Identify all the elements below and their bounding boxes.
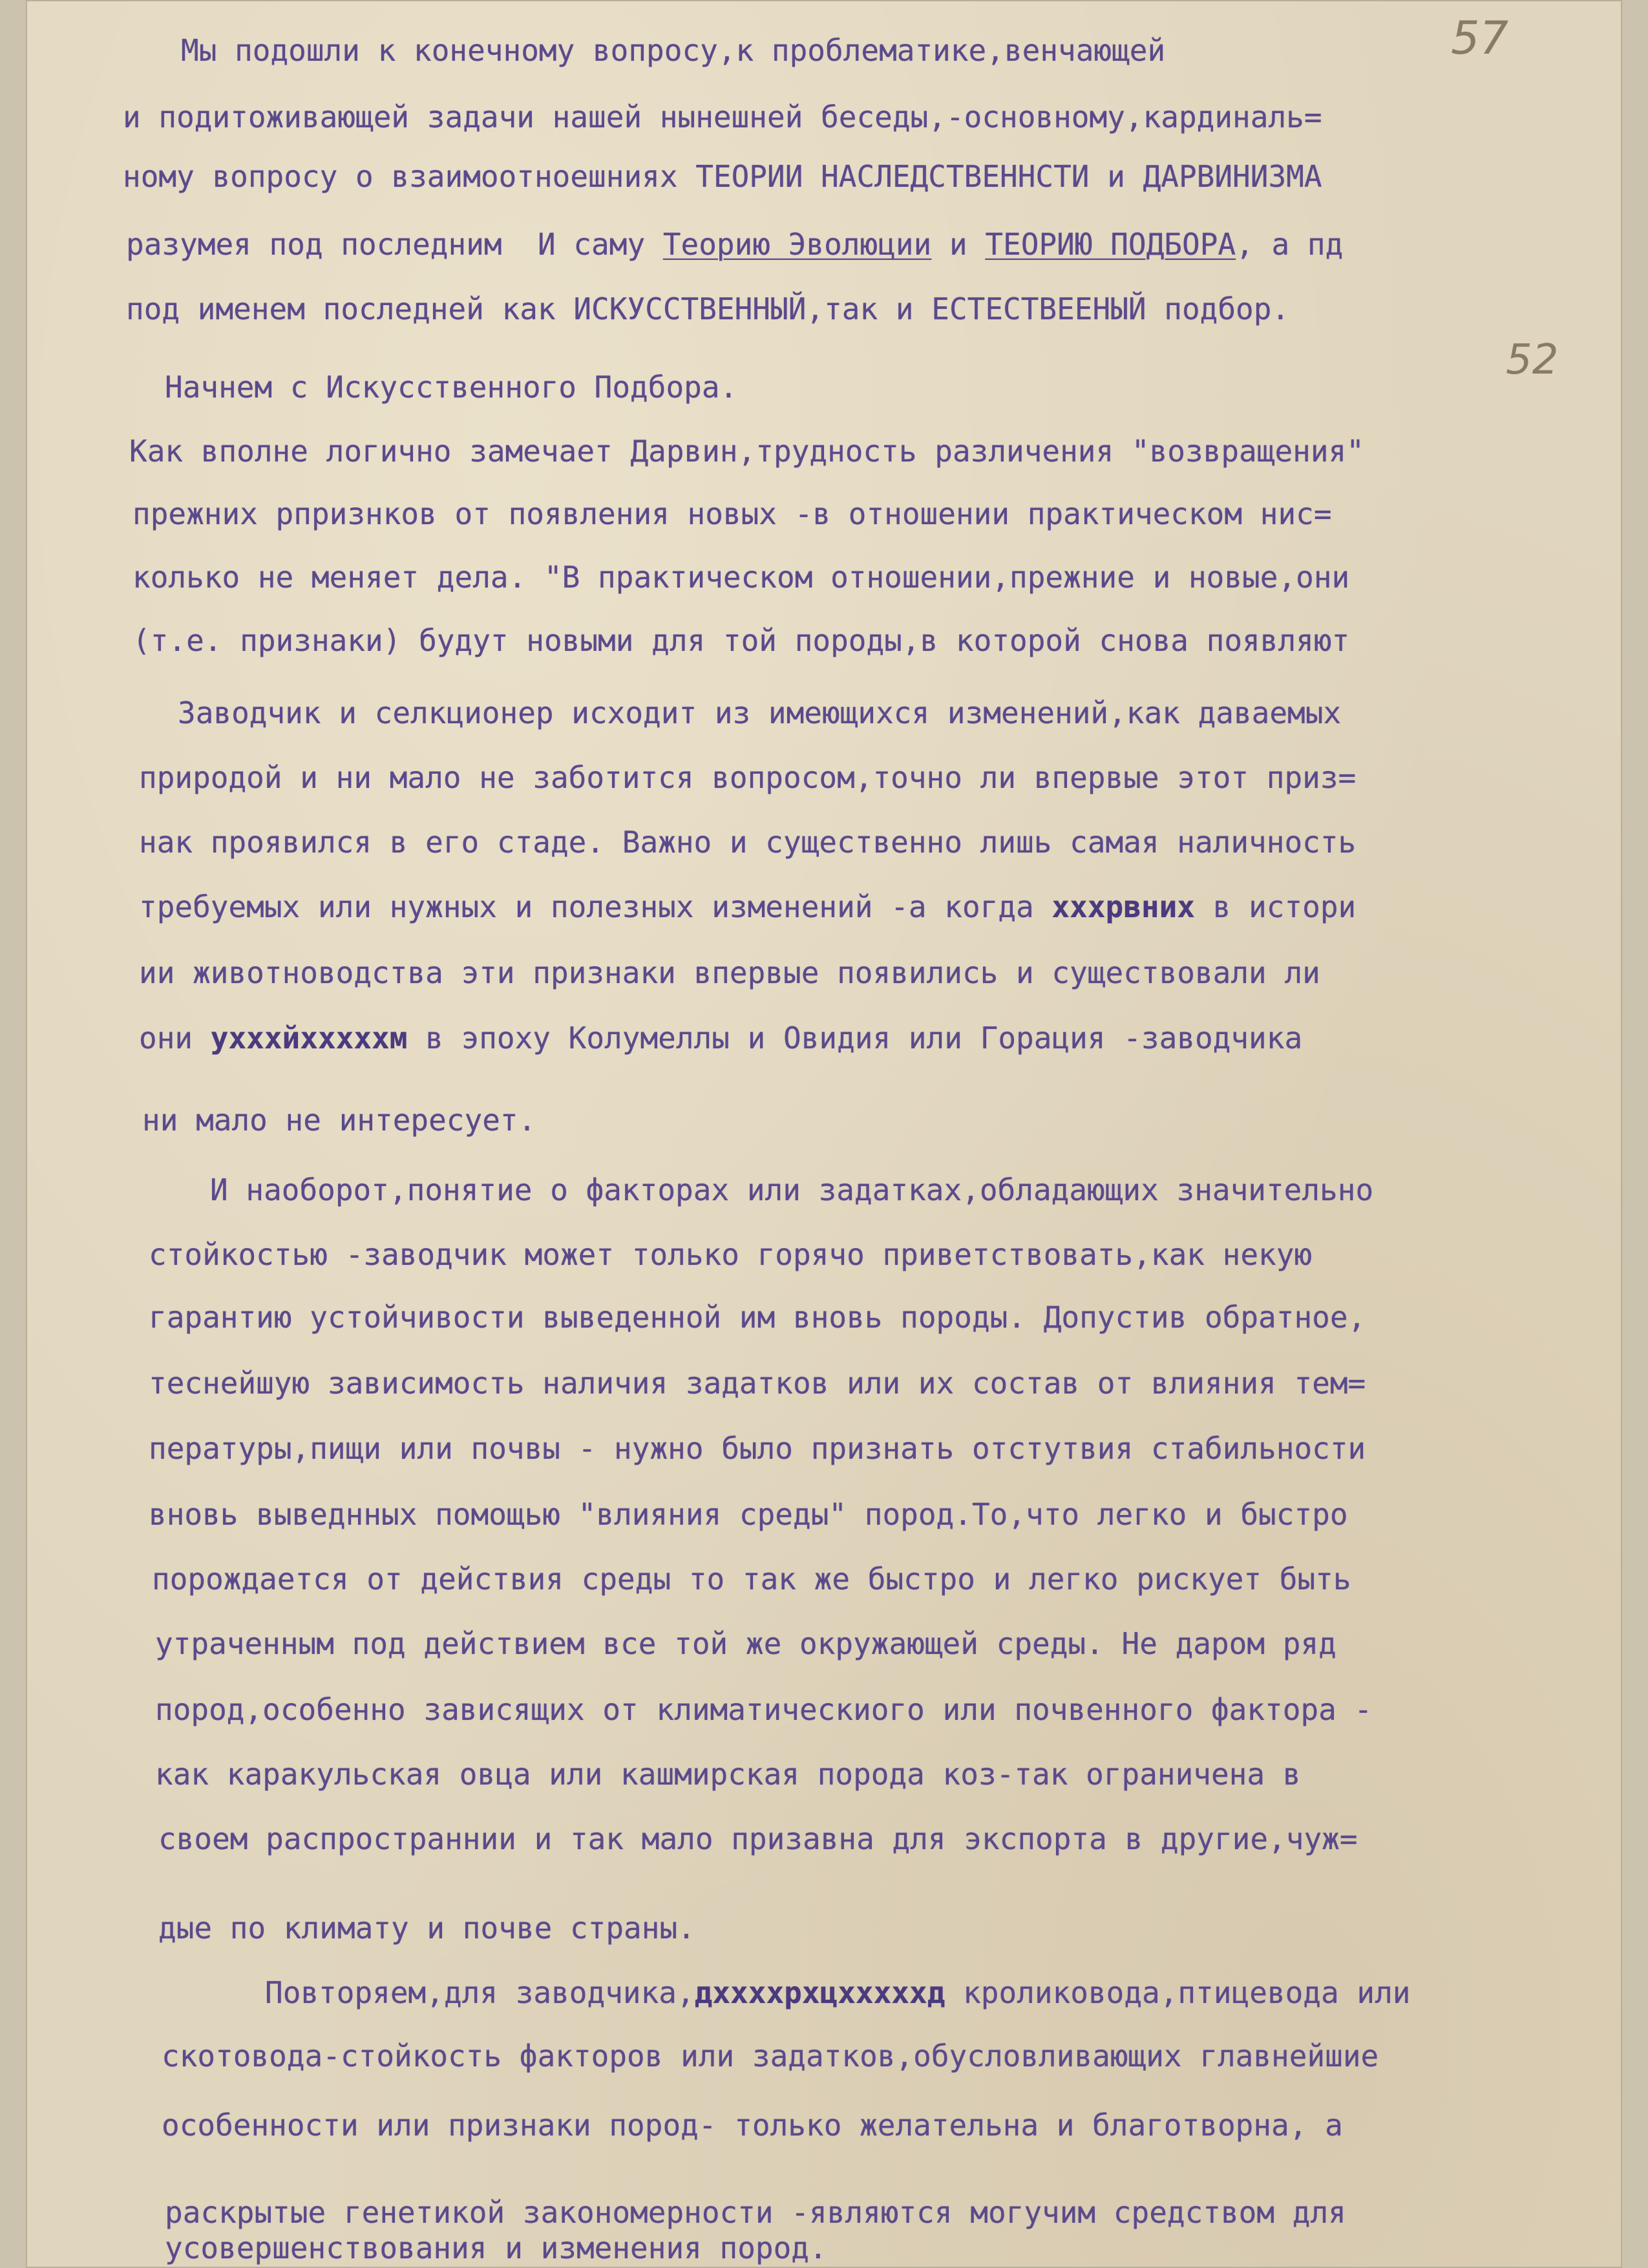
text-line: под именем последней как ИСКУССТВЕННЫЙ,так и ЕСТЕСТВЕЕНЫЙ подбор. xyxy=(126,291,1290,326)
text-run: разумея под последним И саму xyxy=(126,227,663,262)
text-line: теснейшую зависимость наличия задатков или их состав от влияния тем= xyxy=(149,1366,1366,1401)
text-line: гарантию устойчивости выведенной им вновь породы. Допустив обратное, xyxy=(149,1300,1366,1335)
text-line: скотовода-стойкость факторов или задатков,обусловливающих главнейшие xyxy=(162,2039,1379,2073)
text-line xyxy=(139,889,1357,924)
underlined-phrase: Теорию Эволюции xyxy=(662,227,932,262)
text-line: вновь выведнных помощью "влияния среды" пород.То,что легко и быстро xyxy=(149,1497,1348,1532)
text-line xyxy=(265,1975,1411,2010)
text-line: утраченным под действием все той же окружающей среды. Не даром ряд xyxy=(155,1626,1336,1661)
text-line: нак проявился в его стаде. Важно и существенно лишь самая наличность xyxy=(139,825,1357,860)
text-line xyxy=(139,1023,1302,1053)
text-line xyxy=(126,227,1344,262)
strikeout-run: ухххйхххххм xyxy=(210,1021,408,1055)
text-line: как каракульская овца или кашмирская порода коз-так ограничена в xyxy=(155,1757,1301,1792)
text-line: раскрытые генетикой закономерности -являются могучим средством для xyxy=(165,2195,1346,2230)
page-number-top: 57 xyxy=(1451,12,1509,65)
text-line: и подитоживающей задачи нашей нынешней беседы,-основному,кардиналь= xyxy=(123,100,1322,134)
text-line: прежних рпризнков от появления новых -в отношении практическом нис= xyxy=(132,496,1332,531)
text-line: своем распространнии и так мало призавна для экспорта в другие,чуж= xyxy=(158,1821,1358,1856)
text-line: пород,особенно зависящих от климатическиого или почвенного фактора - xyxy=(155,1692,1373,1727)
strikeout-run: хххрвних xyxy=(1051,889,1195,924)
text-line: порождается от действия среды то так же быстро и легко рискует быть xyxy=(152,1562,1351,1596)
text-line: усовершенствования и изменения пород. xyxy=(165,2231,827,2265)
text-run: кроликовода,птицевода или xyxy=(945,1975,1411,2010)
text-run: , а пд xyxy=(1236,227,1344,262)
text-run: Повторяем,для заводчика, xyxy=(265,1975,695,2010)
strikeout-run: дххххрхцхххххд xyxy=(694,1975,945,2010)
typewritten-page xyxy=(26,0,1622,2268)
text-run: в эпоху Колумеллы и Овидия или Горация -заводчика xyxy=(407,1021,1303,1055)
text-line: пературы,пищи или почвы - нужно было признать отстутвия стабильности xyxy=(149,1431,1366,1466)
page-number-second: 52 xyxy=(1506,336,1559,384)
text-line: И наоборот,понятие о факторах или задатках,обладающих значительно xyxy=(210,1172,1374,1207)
text-line: (т.е. признаки) будут новыми для той породы,в которой снова появляют xyxy=(132,623,1350,658)
underlined-phrase: ТЕОРИЮ ПОДБОРА xyxy=(985,227,1236,262)
text-line: Как вполне логично замечает Дарвин,трудность различения "возвращения" xyxy=(129,434,1364,469)
text-line: Заводчик и селкционер исходит из имеющихся изменений,как даваемых xyxy=(178,695,1342,730)
text-line: Начнем с Искусственного Подбора. xyxy=(165,370,738,405)
text-line: Мы подошли к конечному вопросу,к проблематике,венчающей xyxy=(181,33,1166,68)
text-line: ному вопросу о взаимоотноешниях ТЕОРИИ НАСЛЕДСТВЕННСТИ и ДАРВИНИЗМА xyxy=(123,159,1322,194)
text-line: колько не меняет дела. "В практическом отношении,прежние и новые,они xyxy=(132,560,1350,595)
text-run: в истори xyxy=(1194,889,1357,924)
text-run: и xyxy=(931,227,986,262)
text-run: требуемых или нужных и полезных изменений -а когда xyxy=(139,889,1052,924)
text-line: природой и ни мало не заботится вопросом,точно ли впервые этот приз= xyxy=(139,760,1357,795)
text-run: они xyxy=(139,1021,211,1055)
text-line: ии животноводства эти признаки впервые появились и существовали ли xyxy=(139,955,1320,990)
text-line: дые по климату и почве страны. xyxy=(158,1911,695,1945)
text-line: ни мало не интересует. xyxy=(142,1103,536,1138)
text-line: стойкостью -заводчик может только горячо приветствовать,как некую xyxy=(149,1237,1313,1272)
text-line: особенности или признаки пород- только желательна и благотворна, а xyxy=(162,2108,1343,2143)
